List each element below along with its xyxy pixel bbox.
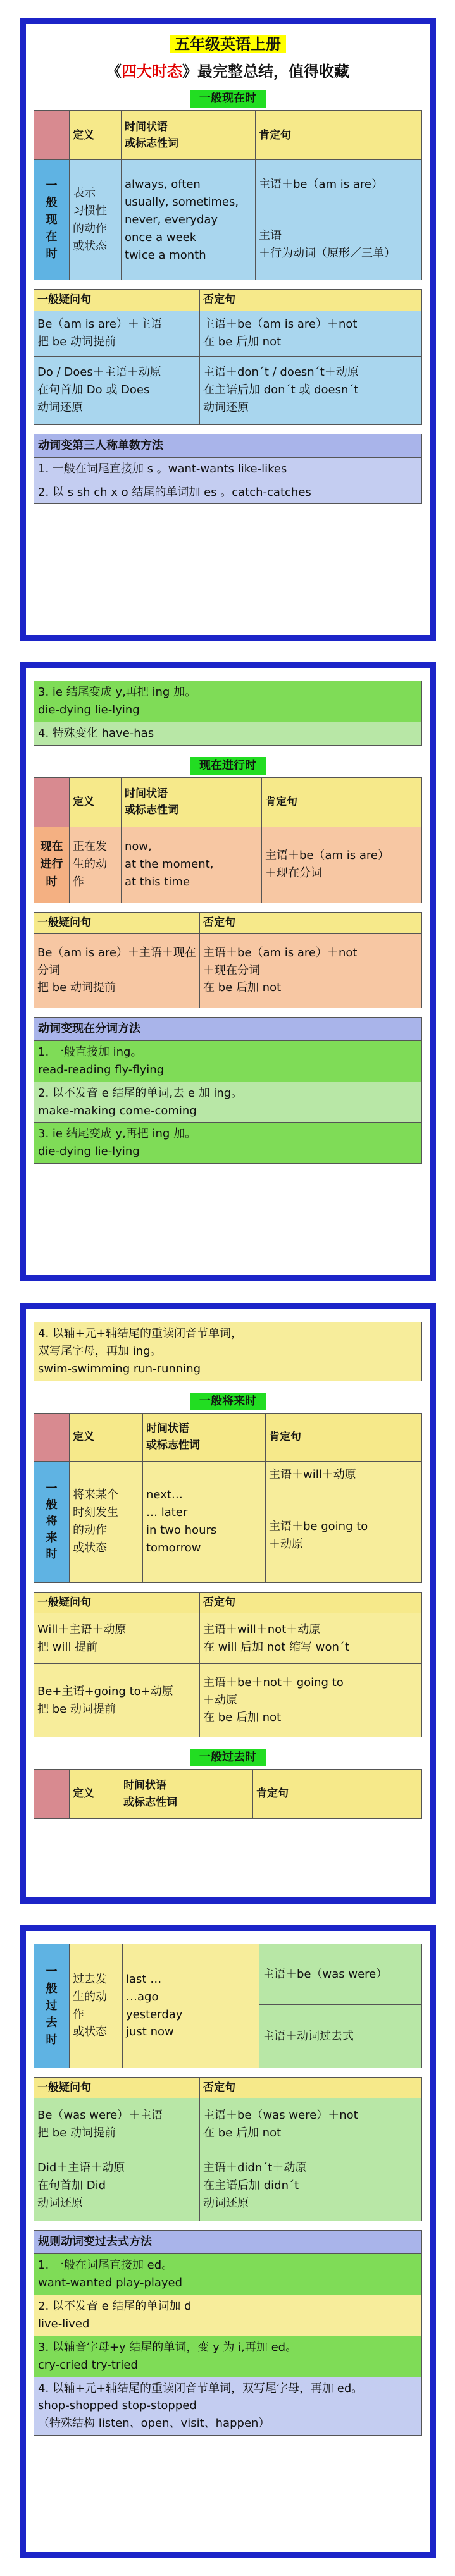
past-simple-table [34, 1944, 422, 2068]
col-definition: 定义 [70, 777, 122, 827]
rule-title: 规则动词变过去式方法 [34, 2231, 421, 2253]
rule-item: 3. 以辅音字母+y 结尾的单词，变 y 为 i,再加 ed。 cry-cried try-tried [34, 2336, 421, 2377]
negative-head: 否定句 [200, 1592, 422, 1613]
tense-adverbs: always, often usually, sometimes, never, everyday once a week twice a month [122, 160, 256, 280]
tense-name: 现在 进行 时 [34, 827, 70, 903]
question-be: Be（was were）＋主语 把 be 动词提前 [34, 2098, 200, 2150]
present-continuous-qn-table [34, 912, 422, 1008]
tense-adverbs: last … …ago yesterday just now [123, 1944, 259, 2068]
tense-name: 一 般 将 来 时 [34, 1461, 70, 1582]
rule-item: 1. 一般直接加 ing。 read-reading fly-flying [34, 1040, 421, 1082]
question-be: Be（am is are）＋主语 把 be 动词提前 [34, 311, 200, 356]
page-title: 五年级英语上册 [26, 33, 430, 56]
positive-verb: 主语 ＋行为动词（原形／三单） [256, 209, 422, 280]
rule-item: 1. 一般在词尾直接加 s 。want-wants like-likes [34, 457, 421, 481]
question-do: Do / Does＋主语＋动原 在句首加 Do 或 Does 动词还原 [34, 356, 200, 424]
rule-item: 1. 一般在词尾直接加 ed。 want-wanted play-played [34, 2253, 421, 2295]
tense-definition: 正在发 生的动 作 [70, 827, 122, 903]
question-head: 一般疑问句 [34, 290, 200, 311]
question-will: Will＋主语＋动原 把 will 提前 [34, 1613, 200, 1664]
rule-title: 动词变现在分词方法 [34, 1018, 421, 1040]
negative-be: 主语＋be（am is are）＋not ＋现在分词 在 be 后加 not [200, 934, 422, 1008]
tense-definition: 过去发 生的动 作 或状态 [70, 1944, 123, 2068]
third-person-rules [34, 434, 422, 505]
rule-item: 2. 以不发音 e 结尾的单词加 d live-lived [34, 2295, 421, 2336]
section-title-future-simple: 一般将来时 [190, 1393, 266, 1410]
positive-verb: 主语＋动词过去式 [259, 2005, 422, 2068]
negative-be: 主语＋be（was were）＋not 在 be 后加 not [200, 2098, 422, 2150]
past-tense-rules [34, 2230, 422, 2436]
col-definition: 定义 [70, 1413, 143, 1461]
page-2 [20, 662, 436, 1281]
negative-head: 否定句 [200, 912, 422, 933]
col-adverb: 时间状语 或标志性词 [122, 111, 256, 160]
negative-do: 主语＋don´t / doesn´t＋动原 在主语后加 don´t 或 doesn´t 动词还原 [200, 356, 422, 424]
rule-item: 2. 以不发音 e 结尾的单词,去 e 加 ing。 make-making come-coming [34, 1082, 421, 1123]
col-adverb: 时间状语 或标志性词 [143, 1413, 266, 1461]
positive-will: 主语＋will＋动原 [266, 1461, 422, 1489]
tense-adverbs: now, at the moment, at this time [122, 827, 262, 903]
negative-going-to: 主语＋be＋not＋ going to ＋动原 在 be 后加 not [200, 1664, 422, 1737]
col-positive: 肯定句 [266, 1413, 422, 1461]
negative-did: 主语＋didn´t＋动原 在主语后加 didn´t 动词还原 [200, 2150, 422, 2221]
positive-be: 主语＋be（am is are） [256, 160, 422, 209]
positive-sentence: 主语＋be（am is are） ＋现在分词 [262, 827, 422, 903]
tense-definition: 将来某个 时刻发生 的动作 或状态 [70, 1461, 143, 1582]
col-positive: 肯定句 [262, 777, 422, 827]
negative-be: 主语＋be（am is are）＋not 在 be 后加 not [200, 311, 422, 356]
past-simple-head-table [34, 1769, 422, 1819]
present-simple-table [34, 110, 422, 280]
present-participle-rules [34, 1017, 422, 1164]
rule-item: 2. 以 s sh ch x o 结尾的单词加 es 。catch-catches [34, 481, 421, 504]
section-title-past-simple: 一般过去时 [190, 1749, 266, 1766]
tense-name: 一 般 现 在 时 [34, 160, 70, 280]
question-head: 一般疑问句 [34, 912, 200, 933]
negative-head: 否定句 [200, 2078, 422, 2098]
page-subtitle: 《四大时态》最完整总结，值得收藏 [106, 63, 349, 81]
rule-item: 3. ie 结尾变成 y,再把 ing 加。 die-dying lie-lying [34, 1122, 421, 1163]
negative-will: 主语＋will＋not＋动原 在 will 后加 not 缩写 won´t [200, 1613, 422, 1664]
future-simple-qn-table [34, 1592, 422, 1737]
col-adverb: 时间状语 或标志性词 [122, 777, 262, 827]
third-person-rules-cont [34, 681, 422, 746]
col-definition: 定义 [70, 1770, 120, 1819]
question-head: 一般疑问句 [34, 2078, 200, 2098]
tense-adverbs: next… … later in two hours tomorrow [143, 1461, 266, 1582]
col-adverb: 时间状语 或标志性词 [120, 1770, 253, 1819]
positive-going-to: 主语＋be going to ＋动原 [266, 1489, 422, 1582]
rule-item: 3. ie 结尾变成 y,再把 ing 加。 die-dying lie-lying [34, 681, 421, 722]
rule-item: 4. 以辅+元+辅结尾的重读闭音节单词， 双写尾字母，再加 ing。 swim-swimming run-running [34, 1322, 421, 1381]
question-be: Be（am is are）＋主语＋现在分词 把 be 动词提前 [34, 934, 200, 1008]
col-definition: 定义 [70, 111, 122, 160]
section-title-present-continuous: 现在进行时 [190, 757, 266, 775]
page-4 [20, 1925, 436, 2558]
negative-head: 否定句 [200, 290, 422, 311]
col-positive: 肯定句 [256, 111, 422, 160]
section-title-present-simple: 一般现在时 [190, 90, 266, 108]
col-positive: 肯定句 [253, 1770, 422, 1819]
positive-be: 主语＋be（was were） [259, 1944, 422, 2005]
question-did: Did＋主语＋动原 在句首加 Did 动词还原 [34, 2150, 200, 2221]
past-simple-qn-table [34, 2077, 422, 2221]
future-simple-table [34, 1413, 422, 1583]
page-1 [20, 18, 436, 641]
participle-rules-cont [34, 1322, 422, 1381]
present-continuous-table [34, 777, 422, 903]
question-going-to: Be+主语+going to+动原 把 be 动词提前 [34, 1664, 200, 1737]
page-3 [20, 1303, 436, 1904]
present-simple-qn-table [34, 289, 422, 424]
tense-definition: 表示 习惯性 的动作 或状态 [70, 160, 122, 280]
rule-item: 4. 特殊变化 have-has [34, 722, 421, 745]
rule-title: 动词变第三人称单数方法 [34, 434, 421, 457]
question-head: 一般疑问句 [34, 1592, 200, 1613]
tense-name: 一 般 过 去 时 [34, 1944, 70, 2068]
rule-item: 4. 以辅+元+辅结尾的重读闭音节单词，双写尾字母，再加 ed。 shop-shopped stop-stopped （特殊结构 listen、open、visit、happen） [34, 2377, 421, 2436]
